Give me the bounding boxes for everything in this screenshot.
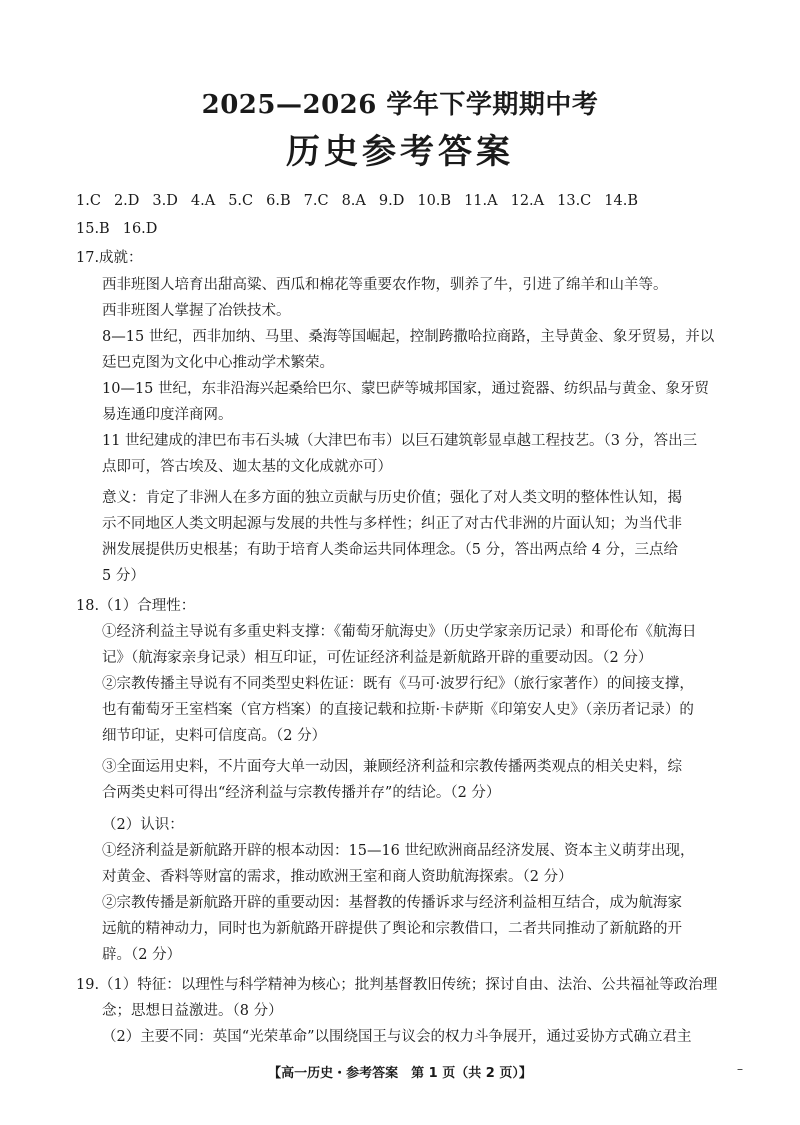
choice-answer: 13.C [557, 193, 592, 209]
answer-text-line: 5 分） [102, 568, 145, 584]
choice-answer: 15.B [76, 221, 110, 237]
answer-text-line: 细节印证，史料可信度高。（2 分） [102, 728, 327, 744]
choice-answer: 8.A [341, 193, 366, 209]
answer-text-line: 11 世纪建成的津巴布韦石头城（大津巴布韦）以巨石建筑彰显卓越工程技艺。（3 分，答出三 [102, 433, 698, 449]
answer-text-line: 西非班图人培育出甜高粱、西瓜和棉花等重要农作物，驯养了牛，引进了绵羊和山羊等。 [102, 277, 668, 293]
exam-title: 2025—2026 学年下学期期中考 [201, 90, 599, 120]
answer-text-line: ③全面运用史料，不片面夸大单一动因，兼顾经济利益和宗教传播两类观点的相关史料，综 [102, 759, 682, 775]
answer-text-line: 点即可，答古埃及、迦太基的文化成就亦可） [102, 459, 392, 475]
question-18-heading: 18.（1）合理性： [76, 598, 196, 614]
answer-text-line: 洲发展提供历史根基；有助于培育人类命运共同体理念。（5 分，答出两点给 4 分，三点给 [102, 542, 679, 558]
sub-question-heading: （2）认识： [102, 817, 184, 833]
choice-answers-row-1 [76, 193, 736, 209]
choice-answer: 5.C [228, 193, 254, 209]
answer-text-line: （2）主要不同：英国“光荣革命”以围绕国王与议会的权力斗争展开，通过妥协方式确立君主 [102, 1029, 692, 1045]
answer-text-line: 合两类史料可得出“经济利益与宗教传播并存”的结论。（2 分） [102, 785, 501, 801]
answer-text-line: 西非班图人掌握了冶铁技术。 [102, 303, 291, 319]
answer-text-line: 记》（航海家亲身记录）相互印证，可佐证经济利益是新航路开辟的重要动因。（2 分） [102, 650, 653, 666]
answer-text-line: 意义：肯定了非洲人在多方面的独立贡献与历史价值；强化了对人类文明的整体性认知，揭 [102, 490, 682, 506]
answer-text-line: 8—15 世纪，西非加纳、马里、桑海等国崛起，控制跨撒哈拉商路，主导黄金、象牙贸易，并以 [102, 329, 715, 345]
document-title: 历史参考答案 [286, 132, 514, 172]
choice-answer: 7.C [303, 193, 329, 209]
choice-answer: 4.A [190, 193, 216, 209]
answer-text-line: 易连通印度洋商网。 [102, 407, 233, 423]
answer-text-line: ①经济利益主导说有多重史料支撑：《葡萄牙航海史》（历史学家亲历记录）和哥伦布《航海日 [102, 624, 697, 640]
answer-text-line: 对黄金、香料等财富的需求，推动欧洲王室和商人资助航海探索。（2 分） [102, 869, 573, 885]
choice-answer: 1.C [76, 193, 101, 209]
choice-answers-row-2 [76, 221, 736, 237]
answer-text-line: 10—15 世纪，东非沿海兴起桑给巴尔、蒙巴萨等城邦国家，通过瓷器、纺织品与黄金、象牙贸 [102, 381, 710, 397]
footer-mark: – [737, 1062, 743, 1076]
choice-answer: 16.D [122, 221, 158, 237]
choice-answer: 2.D [113, 193, 140, 209]
answer-text-line: ①经济利益是新航路开辟的根本动因：15—16 世纪欧洲商品经济发展、资本主义萌芽出现， [102, 843, 695, 859]
answer-text-line: 念；思想日益激进。（8 分） [102, 1003, 283, 1019]
question-17-heading: 17.成就： [76, 250, 143, 266]
answer-text-line: 廷巴克图为文化中心推动学术繁荣。 [102, 355, 334, 371]
answer-text-line: 远航的精神动力，同时也为新航路开辟提供了舆论和宗教借口，二者共同推动了新航路的开 [102, 921, 682, 937]
choice-answer: 11.A [464, 193, 498, 209]
choice-answer: 10.B [417, 193, 452, 209]
question-19-heading: 19.（1）特征：以理性与科学精神为核心；批判基督教旧传统；探讨自由、法治、公共福祉等政治理 [76, 977, 718, 993]
choice-answer: 12.A [510, 193, 545, 209]
answer-text-line: 示不同地区人类文明起源与发展的共性与多样性；纠正了对古代非洲的片面认知；为当代非 [102, 516, 682, 532]
choice-answer: 3.D [152, 193, 178, 209]
answer-text-line: 辟。（2 分） [102, 947, 182, 963]
page-footer: 【高一历史・参考答案 第 1 页（共 2 页）】 [268, 1066, 532, 1081]
choice-answer: 14.B [604, 193, 638, 209]
answer-text-line: ②宗教传播是新航路开辟的重要动因：基督教的传播诉求与经济利益相互结合，成为航海家 [102, 895, 682, 911]
answer-text-line: ②宗教传播主导说有不同类型史料佐证：既有《马可·波罗行纪》（旅行家著作）的间接支撑， [102, 676, 694, 692]
choice-answer: 9.D [378, 193, 405, 209]
choice-answer: 6.B [266, 193, 291, 209]
answer-text-line: 也有葡萄牙王室档案（官方档案）的直接记载和拉斯·卡萨斯《印第安人史》（亲历者记录）的 [102, 702, 694, 718]
